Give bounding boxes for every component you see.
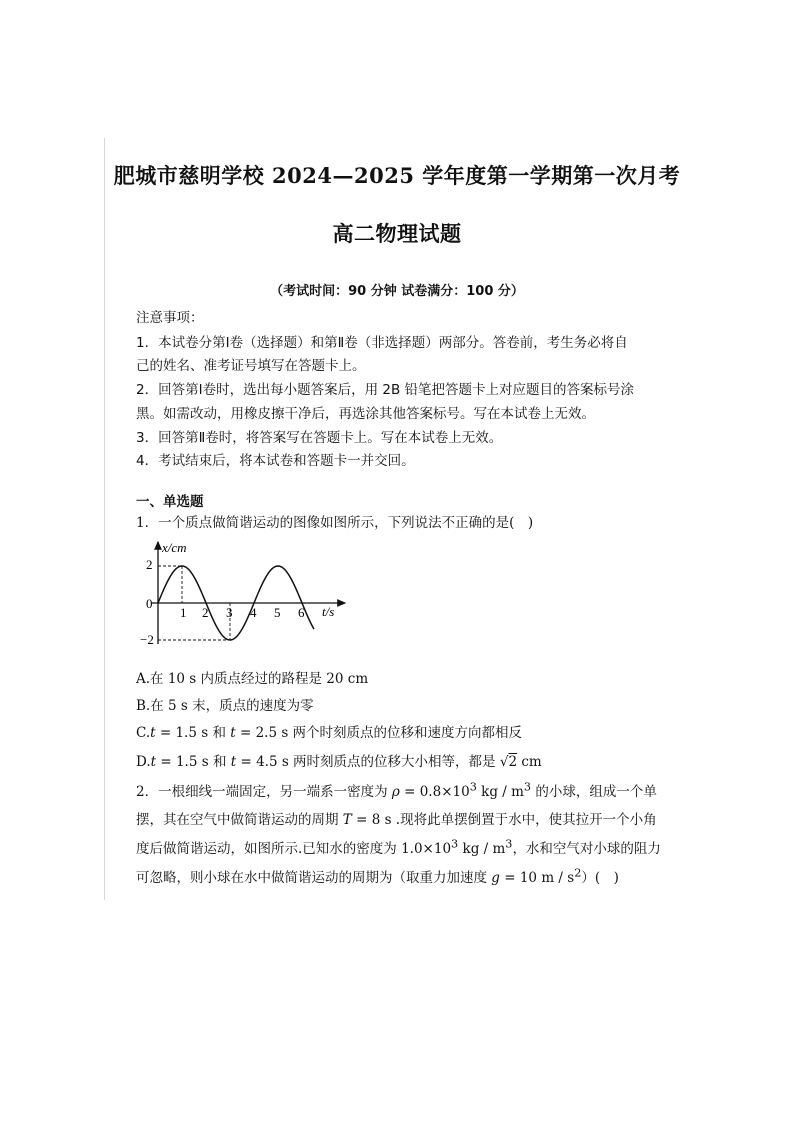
exam-title: 肥城市慈明学校 2024—2025 学年度第一学期第一次月考 <box>113 163 681 188</box>
q2-line-1: 2．一根细线一端固定，另一端系一密度为 $\rho = 0.8\times 10^3$ kg / $m^3$ 的小球，组成一个单 <box>136 780 657 800</box>
note-line-2: 己的姓名、准考证号填写在答题卡上。 <box>136 358 366 374</box>
x-tick-4: 4 <box>250 605 257 620</box>
q1-stem: 1．一个质点做简谐运动的图像如图所示，下列说法不正确的是( ) <box>136 515 534 531</box>
note-line-4: 黑。如需改动，用橡皮擦干净后，再选涂其他答案标号。写在本试卷上无效。 <box>136 406 595 422</box>
y-tick-neg2: −2 <box>140 632 154 647</box>
q1-option-c: C.t = 1.5 s 和 t = 2.5 s 两个时刻质点的位移和速度方向都相反 <box>136 725 523 741</box>
x-tick-3: 3 <box>226 605 233 620</box>
q1-option-d: D.t = 1.5 s 和 t = 4.5 s 两时刻质点的位移大小相等，都是 √2 cm <box>136 754 542 770</box>
q2-line-2: 摆，其在空气中做简谐运动的周期 T = 8 s .现将此单摆倒置于水中，使其拉开一个小角 <box>136 812 657 828</box>
q1-option-a: A.在 10 s 内质点经过的路程是 20 cm <box>136 671 369 687</box>
note-line-5: 3．回答第Ⅱ卷时，将答案写在答题卡上。写在本试卷上无效。 <box>136 430 503 446</box>
notes-heading: 注意事项： <box>136 310 204 326</box>
section-heading: 一、单选题 <box>136 494 204 510</box>
y-tick-2: 2 <box>146 557 153 572</box>
exam-info: （考试时间：90 分钟 试卷满分：100 分） <box>270 284 524 299</box>
note-line-1: 1．本试卷分第Ⅰ卷（选择题）和第Ⅱ卷（非选择题）两部分。答卷前，考生务必将自 <box>136 335 628 351</box>
x-tick-5: 5 <box>274 605 281 620</box>
y-axis-label: x/cm <box>162 540 187 555</box>
note-line-6: 4．考试结束后，将本试卷和答题卡一并交回。 <box>136 453 415 469</box>
y-tick-0: 0 <box>146 596 153 611</box>
q2-line-3: 度后做简谐运动，如图所示.已知水的密度为 $1.0\times 10^3$ kg / $m^3$，水和空气对小球的阻力 <box>136 837 661 857</box>
margin-line <box>104 138 105 900</box>
x-tick-2: 2 <box>202 605 209 620</box>
exam-subtitle: 高二物理试题 <box>332 221 462 246</box>
q1-option-b: B.在 5 s 末，质点的速度为零 <box>136 698 314 714</box>
q2-line-4: 可忽略，则小球在水中做简谐运动的周期为（取重力加速度 g = 10 m / $s^2$）( ) <box>136 866 619 886</box>
shm-graph <box>140 540 350 650</box>
note-line-3: 2．回答第Ⅰ卷时，选出每小题答案后，用 2B 铅笔把答题卡上对应题目的答案标号涂 <box>136 382 635 398</box>
x-tick-1: 1 <box>180 605 187 620</box>
x-tick-6: 6 <box>298 605 305 620</box>
x-axis-label: t/s <box>322 604 335 619</box>
